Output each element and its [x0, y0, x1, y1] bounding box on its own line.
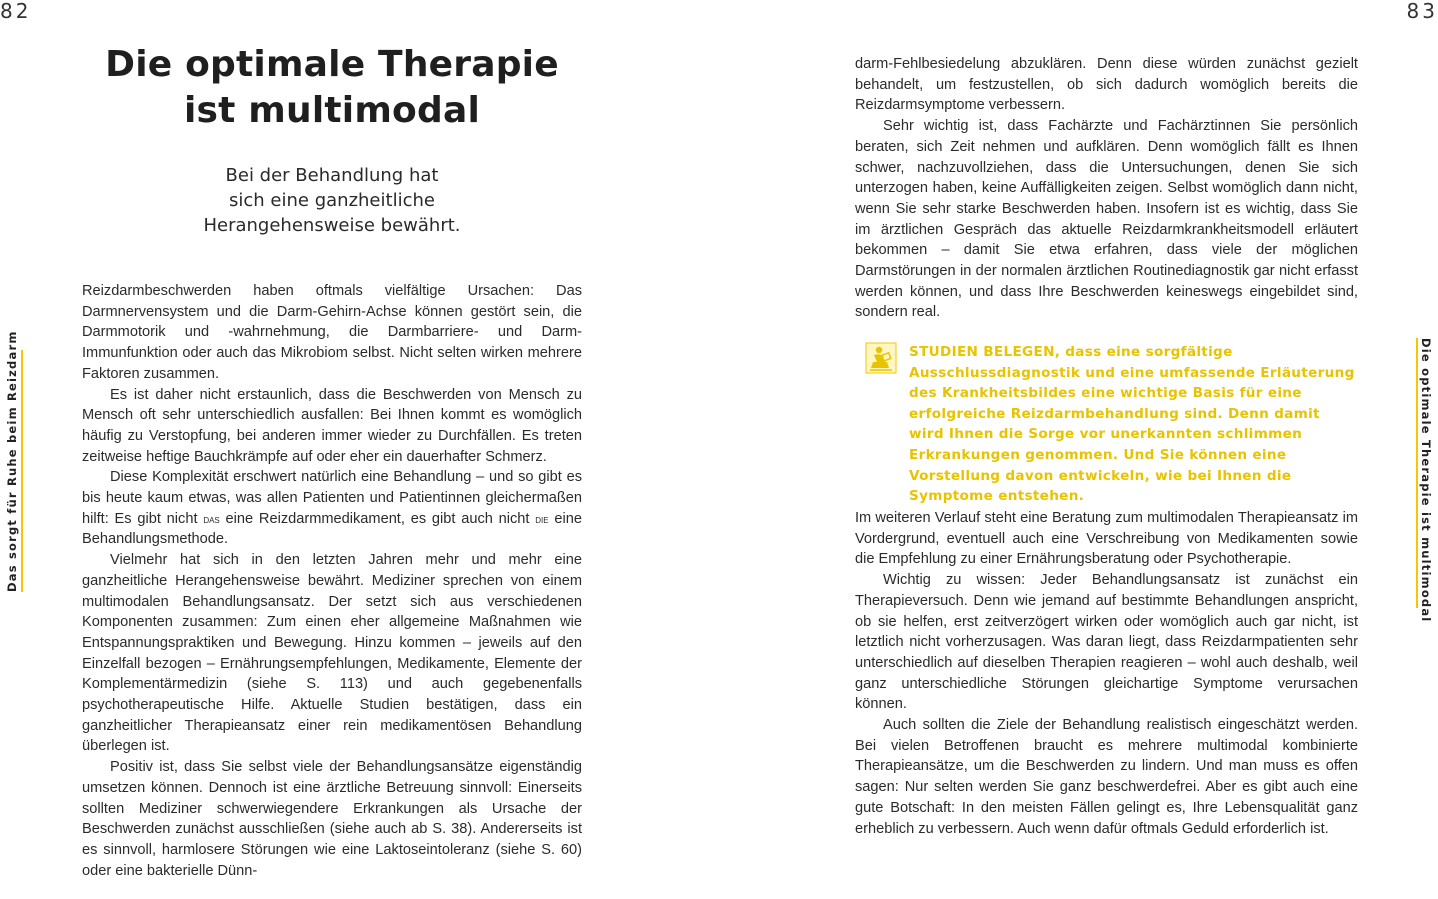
- running-head-left: [4, 330, 24, 592]
- right-body-column-top: [855, 54, 1358, 323]
- left-body-column: [82, 281, 582, 881]
- page-number-left: 82: [0, 0, 32, 23]
- body-paragraph: Vielmehr hat sich in den letzten Jahren mehr und mehr eine ganzheitliche Herangehensweise bewährt. Mediziner sprechen von einem multimodalen Behandlungsansatz. Der setzt sich aus verschiedenen Komponenten zusammen: Zum einen eher allgemeine Maßnahmen wie Entspannungspraktiken und Bewegung. Hinzu kommen – jeweils auf den Einzelfall bezogen – Ernährungsempfehlungen, Medikamente, Elemente der Komplementärmedizin (siehe S. 113) und auch gegebenenfalls psychotherapeutische Hilfe. Aktuelle Studien bestätigen, dass ein ganzheitlicher Therapieansatz einer rein medikamentösen Behandlung überlegen ist.: [82, 552, 582, 755]
- reading-person-icon: [865, 342, 897, 374]
- chapter-title-line2: ist multimodal: [184, 90, 480, 131]
- paragraph-text: Diese Komplexität erschwert natürlich eine Behandlung – und so gibt es bis heute kaum etwas, was allen Patienten und Patientinnen gleichermaßen hilft: Es gibt nicht: [82, 469, 582, 527]
- emphasis-small-caps: die: [535, 511, 549, 526]
- body-paragraph: Im weiteren Verlauf steht eine Beratung zum multimodalen Therapieansatz im Vordergrund, eventuell auch eine Verschreibung von Medikamenten sowie die Empfehlung zu einer Ernährungsberatung oder Psychotherapie.: [855, 510, 1358, 568]
- paragraph-text: eine Reizdarmmedikament, es gibt auch nicht: [219, 510, 536, 527]
- running-head-left-text: Das sorgt für Ruhe beim Reizdarm: [5, 330, 19, 592]
- chapter-title: [82, 42, 582, 134]
- chapter-subtitle: [82, 163, 582, 238]
- callout-text: STUDIEN BELEGEN, dass eine sorgfältige Ausschlussdiagnostik und eine umfassende Erläuterung des Krankheitsbildes eine wichtige Basis für eine erfolgreiche Reizdarmbehandlung sind. Denn damit wird Ihnen die Sorge vor unerkannten schlimmen Erkrankungen genommen. Und Sie können eine Vorstellung davon entwickeln, wie bei Ihnen die Symptome entstehen.: [909, 344, 1355, 505]
- right-body-column-bottom: [855, 508, 1358, 839]
- running-head-left-rule: [21, 350, 23, 592]
- body-paragraph: [82, 467, 582, 550]
- body-paragraph: Wichtig zu wissen: Jeder Behandlungsansatz ist zunächst ein Therapieversuch. Denn wie jemand auf bestimmte Behandlungen anspricht, ob sie helfen, erst zeitverzögert wirken oder womöglich auch gar nicht, ist letztlich nicht vorherzusagen. Was daran liegt, dass Reizdarmpatienten sehr unterschiedlich auf dieselben Therapien reagieren – wohl auch deshalb, weil ganz unterschiedliche Störungen gleichartige Symptome verursachen können.: [855, 572, 1358, 713]
- running-head-right: [1416, 338, 1436, 623]
- body-paragraph: Es ist daher nicht erstaunlich, dass die Beschwerden von Mensch zu Mensch oft sehr unterschiedlich ausfallen: Bei Ihnen kommt es womöglich häufig zu Verstopfung, bei anderen immer wieder zu Durchfällen. Es treten zeitweise heftige Bauchkrämpfe auf oder eher ein dauerhafter Schmerz.: [82, 386, 582, 465]
- emphasis-small-caps: das: [203, 511, 220, 526]
- chapter-title-line1: Die optimale Therapie: [105, 44, 559, 85]
- chapter-subtitle-line3: Herangehensweise bewährt.: [203, 215, 461, 236]
- page-number-right: 83: [1406, 0, 1438, 23]
- body-paragraph: Auch sollten die Ziele der Behandlung realistisch eingeschätzt werden. Bei vielen Betroffenen braucht es mehrere multimodal kombinierte Therapieansätze, um die Beschwerden zu lindern. Und man muss es offen sagen: Nur selten werden Sie ganz beschwerdefrei. Aber es gibt auch eine gute Botschaft: In den meisten Fällen gelingt es, Ihre Lebensqualität ganz erheblich zu verbessern. Auch wenn dafür oftmals Geduld erforderlich ist.: [855, 717, 1358, 837]
- running-head-right-text: Die optimale Therapie ist multimodal: [1419, 338, 1433, 623]
- body-paragraph: Positiv ist, dass Sie selbst viele der Behandlungsansätze eigenständig umsetzen können. Dennoch ist eine ärztliche Betreuung sinnvoll: Einerseits sollten Mediziner schwerwiegendere Erkrankungen als Ursache der Beschwerden zunächst ausschließen (siehe auch ab S. 38). Andererseits ist es sinnvoll, harmlosere Störungen wie eine Laktoseintoleranz (siehe S. 60) oder eine bakterielle Dünn-: [82, 759, 582, 879]
- body-paragraph: darm-Fehlbesiedelung abzuklären. Denn diese würden zunächst gezielt behandelt, um festzustellen, ob sich dadurch womöglich bereits die Reizdarmsymptome verbessern.: [855, 56, 1358, 114]
- chapter-subtitle-line2: sich eine ganzheitliche: [229, 190, 435, 211]
- body-paragraph: Reizdarmbeschwerden haben oftmals vielfältige Ursachen: Das Darmnervensystem und die Darm-Gehirn-Achse können gestört sein, die Darmmotorik und -wahrnehmung, die Darmbarriere- und Darm-Immunfunktion oder auch das Mikrobiom selbst. Nicht selten wirken mehrere Faktoren zusammen.: [82, 283, 582, 382]
- chapter-subtitle-line1: Bei der Behandlung hat: [225, 165, 439, 186]
- paragraph-text: eine Behandlungsmethode.: [82, 510, 582, 548]
- running-head-right-rule: [1416, 338, 1418, 608]
- body-paragraph: Sehr wichtig ist, dass Fachärzte und Fachärztinnen Sie persönlich beraten, sich Zeit nehmen und aufklären. Denn womöglich fällt es Ihnen schwer, nachzuvollziehen, dass die Untersuchungen, denen Sie sich unterzogen haben, keine Auffälligkeiten zeigen. Selbst womöglich dann nicht, wenn Sie sehr starke Beschwerden haben. Insofern ist es wichtig, dass Sie im ärztlichen Gespräch das aktuelle Reizdarmkrankheitsmodell erläutert bekommen – damit Sie etwa erfahren, dass viele der möglichen Darmstörungen in der normalen ärztlichen Routinediagnostik gar nicht erfasst werden können, und dass Ihre Beschwerden keineswegs eingebildet sind, sondern real.: [855, 118, 1358, 321]
